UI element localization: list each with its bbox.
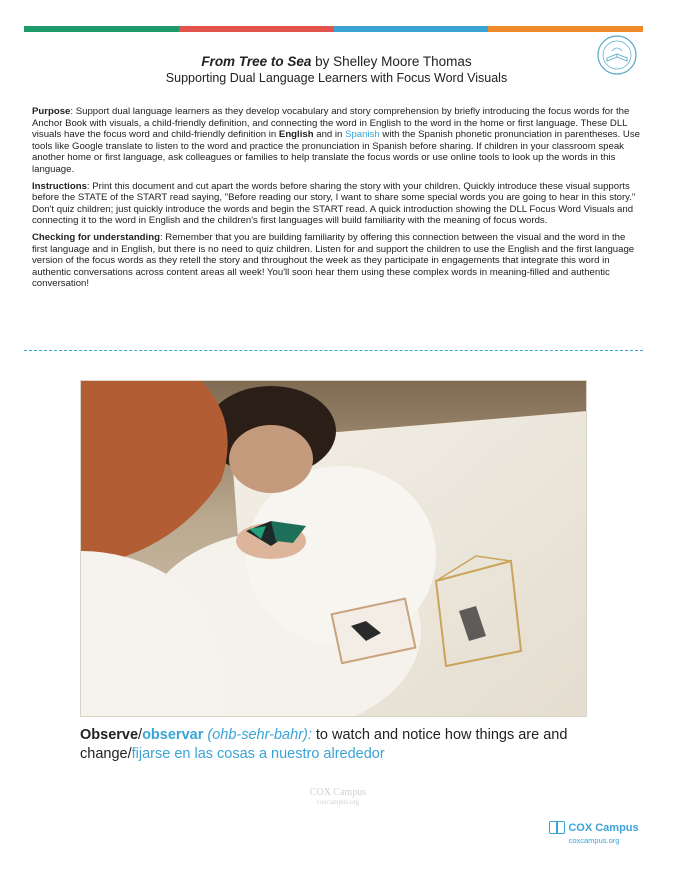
pronunciation: (ohb-sehr-bahr): [203,727,312,743]
author-byline: by Shelley Moore Thomas [311,54,472,69]
book-title: From Tree to Sea [201,54,312,69]
slash-separator-2: / [127,746,132,762]
footer-logo-name: COX Campus [568,821,639,834]
purpose-label: Purpose [32,106,71,117]
cox-campus-footer-logo [548,821,640,845]
instructions-paragraph [32,181,640,227]
dashed-cut-line [24,350,643,351]
purpose-text-2: with the Spanish phonetic pronunciation in parentheses. Use tools like Google translate to listen to the word and practice the pronunciation in Spanish before sharing. If children in your classroom speak another home or first language, ask colleagues or families to help translate the focus words or use online tools to look up the words in this language. [32,129,640,175]
english-word: English [278,129,314,141]
watermark-url: coxcampus.org [316,798,360,806]
page-title [0,54,673,69]
instructions-label: Instructions [32,180,87,192]
observe-photo [80,380,587,717]
and-in-text: and in [313,129,346,141]
purpose-paragraph [32,106,640,176]
slash-separator: / [138,727,143,743]
intro-text-block [32,106,640,295]
color-stripe-bar [24,26,643,32]
focus-word-caption [80,726,600,764]
definition-spanish: fijarse en las cosas a nuestro alrededor [131,746,385,762]
stripe-red [179,26,334,32]
definition-english: to watch and notice how things are and change [80,727,568,762]
focus-word-spanish: observar [142,727,204,743]
footer-url: coxcampus.org [568,836,620,845]
stripe-blue [334,26,489,32]
checking-paragraph [32,232,640,290]
page-subtitle: Supporting Dual Language Learners with Focus Word Visuals [165,71,508,85]
instructions-text: : Print this document and cut apart the words before sharing the story with your children. Quickly introduce these visual supports before the STATE of the START read saying, "Before reading our story, I want to share some special words you are going to hear in this story." Don't quiz children; just quickly introduce the words and begin the START read. A quick introduction showing the DLL Focus Word Visuals and connecting it to the word in English and the children's first languages will build familiarity with the meaning of focus words. [32,180,636,227]
purpose-text-1: : Support dual language learners as they develop vocabulary and story comprehension by briefly introducing the focus words for the Anchor Book with visuals, a child-friendly definition, and connecting the word in English to the word in the home or first language. These DLL visuals have the focus word and child-friendly definition in [32,106,630,141]
stripe-orange [488,26,643,32]
focus-word-english: Observe [80,727,139,743]
spanish-word: Spanish [345,129,380,141]
book-icon [549,821,565,834]
watermark-name: COX Campus [309,787,367,798]
stripe-green [24,26,179,32]
checking-label: Checking for understanding [32,231,160,243]
checking-text: : Remember that you are building familiarity by offering this connection between the visual and the word in the first language and in English, but there is no need to quiz children. Listen for and support the children to use the English and the first language version of the focus words as they retell the story and throughout the week as they participate in engagements that integrate this word in authentic conversations across content areas all week! You'll soon hear them using these complex words in meaning-filled and authentic conversation! [32,231,635,290]
logo-row [548,821,640,834]
cox-campus-watermark [288,787,388,806]
